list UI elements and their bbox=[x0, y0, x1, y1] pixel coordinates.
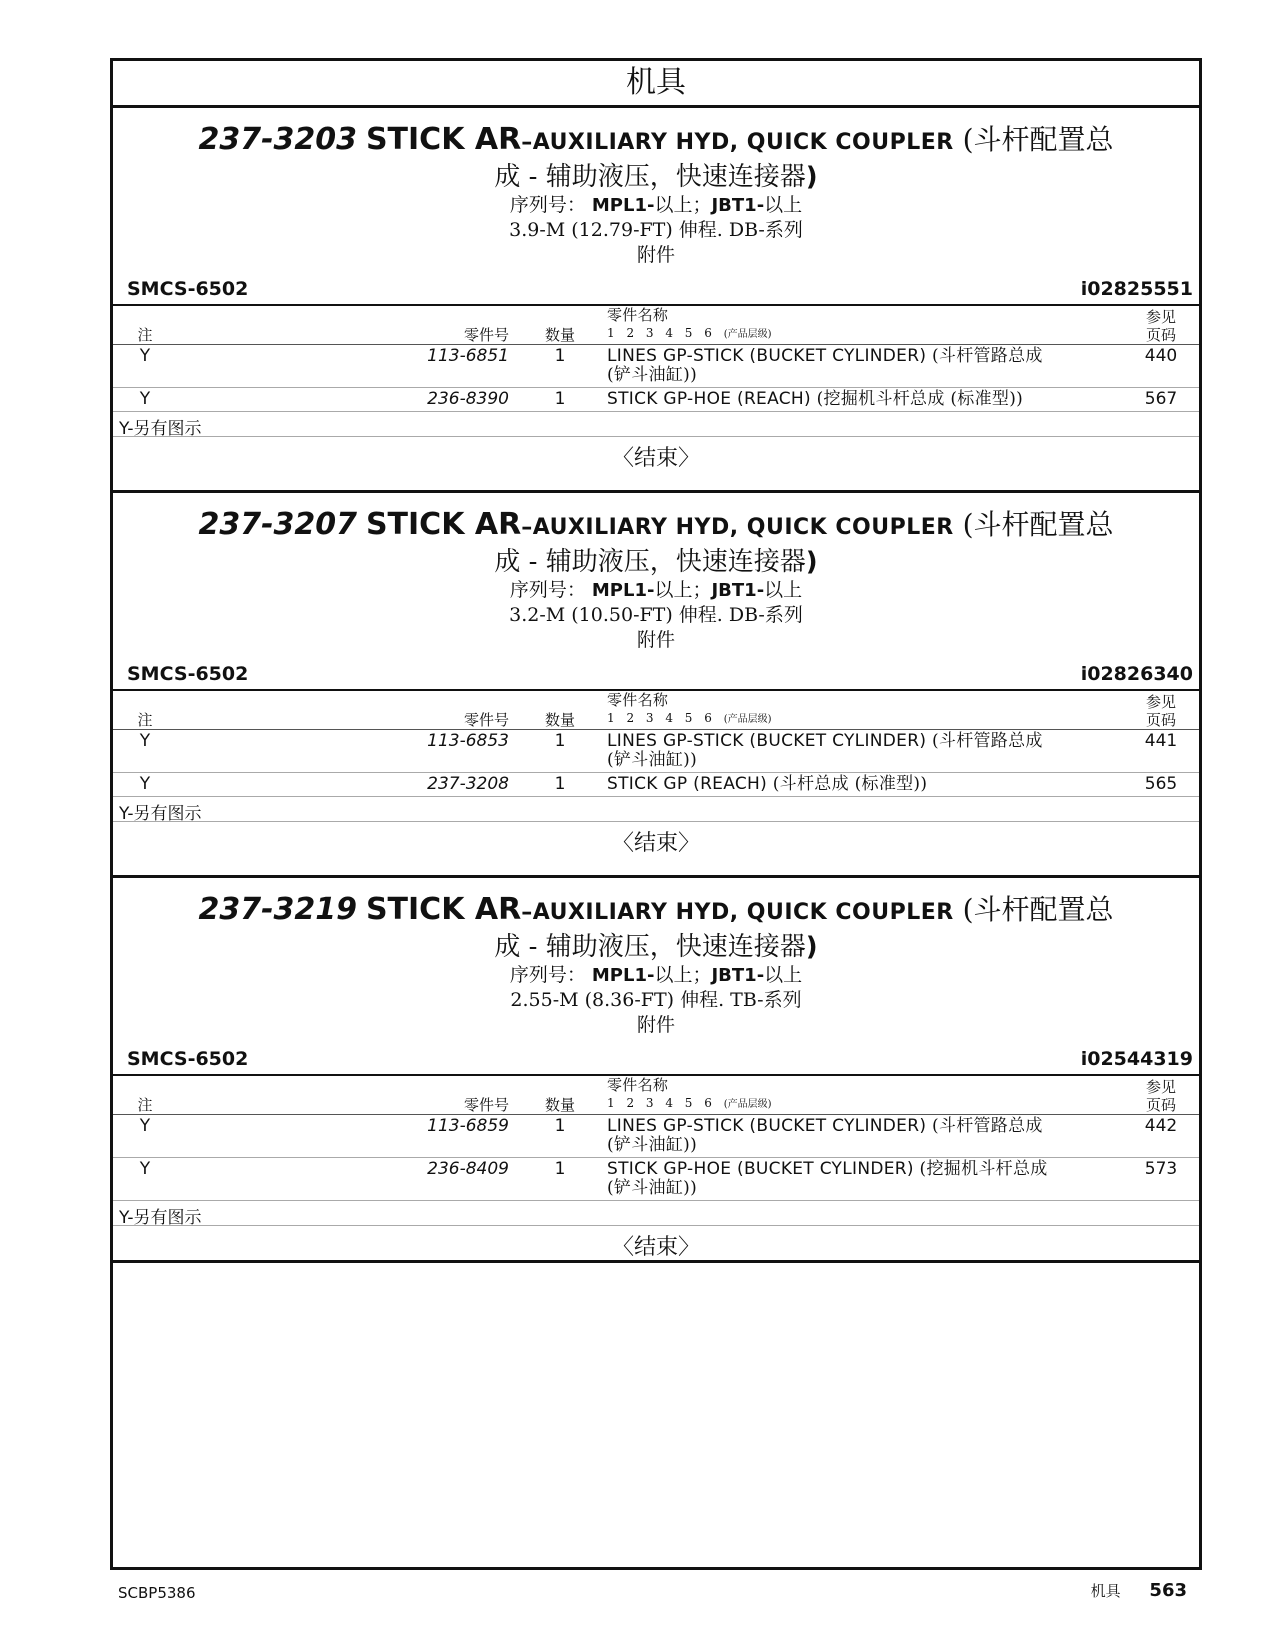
illustration-ref: i02544319 bbox=[1080, 1048, 1193, 1070]
row-part-name-cn-2: (铲斗油缸)) bbox=[607, 1135, 697, 1155]
reach-spec: 3.2-M (10.50-FT) 伸程. DB-系列 bbox=[509, 604, 803, 626]
row-page-ref: 567 bbox=[1144, 389, 1178, 409]
footnote bbox=[113, 412, 1199, 437]
footnote-code: Y- bbox=[119, 804, 134, 824]
illustration-ref: i02826340 bbox=[1080, 663, 1193, 685]
row-part-name-cn: (挖掘机斗杆总成 bbox=[919, 1159, 1048, 1179]
row-part-name-cn: (斗杆总成 (标准型)) bbox=[772, 774, 928, 794]
col-page-ref bbox=[1123, 305, 1199, 345]
section-part-number: 237-3219 bbox=[198, 892, 358, 927]
row-part-number: 113-6851 bbox=[427, 346, 509, 366]
col-name bbox=[597, 305, 1123, 345]
row-part-name bbox=[597, 1115, 1123, 1158]
col-note: 注 bbox=[137, 711, 153, 729]
footnote-text: 另有图示 bbox=[133, 804, 202, 824]
row-part-name bbox=[597, 730, 1123, 773]
row-quantity: 1 bbox=[554, 731, 566, 751]
illustration-ref: i02825551 bbox=[1080, 278, 1193, 300]
table-row bbox=[113, 730, 1199, 773]
col-page-ref-2: 页码 bbox=[1145, 711, 1176, 729]
table-row bbox=[113, 345, 1199, 388]
footnote-code: Y- bbox=[119, 1208, 134, 1228]
row-part-name-cn-2: (铲斗油缸)) bbox=[607, 365, 697, 385]
col-name-label: 零件名称 bbox=[607, 691, 669, 709]
section-title-line bbox=[113, 122, 1199, 161]
row-note: Y bbox=[139, 1116, 151, 1136]
col-page-ref-2: 页码 bbox=[1145, 1096, 1176, 1114]
footer-page-info bbox=[1091, 1580, 1187, 1601]
row-part-number: 236-8409 bbox=[427, 1159, 509, 1179]
row-part-number: 237-3208 bbox=[427, 774, 509, 794]
section-title-cn-2: 成 - 辅助液压，快速连接器 bbox=[494, 162, 806, 192]
row-part-number: 113-6853 bbox=[427, 731, 509, 751]
parts-table bbox=[113, 304, 1199, 412]
row-part-number: 236-8390 bbox=[427, 389, 509, 409]
row-part-name bbox=[597, 345, 1123, 388]
parts-table bbox=[113, 1074, 1199, 1201]
section-end-marker: 〈结束〉 bbox=[611, 1235, 700, 1260]
smcs-code: SMCS-6502 bbox=[127, 278, 249, 300]
section-meta bbox=[113, 276, 1199, 304]
col-name-levels-note: (产品层级) bbox=[723, 714, 772, 725]
section-part-name: STICK AR bbox=[365, 892, 522, 927]
section-title-block bbox=[113, 493, 1199, 653]
row-note: Y bbox=[139, 731, 151, 751]
footnote bbox=[113, 1201, 1199, 1226]
section-title-cn-1: (斗杆配置总 bbox=[962, 508, 1114, 541]
row-part-name-en: LINES GP-STICK (BUCKET CYLINDER) bbox=[607, 1116, 932, 1136]
row-quantity: 1 bbox=[554, 1159, 566, 1179]
table-row bbox=[113, 388, 1199, 412]
section-title-cn-1: (斗杆配置总 bbox=[962, 123, 1114, 156]
row-note: Y bbox=[139, 389, 151, 409]
section-title-cn-line: 成 - 辅助液压，快速连接器) bbox=[494, 162, 818, 192]
col-name bbox=[597, 690, 1123, 730]
section-part-desc: –AUXILIARY HYD, QUICK COUPLER bbox=[521, 130, 954, 155]
col-name bbox=[597, 1075, 1123, 1115]
col-name-levels-note: (产品层级) bbox=[723, 1099, 772, 1110]
footer-section-name: 机具 bbox=[1090, 1582, 1121, 1600]
section-title-cn-2: 成 - 辅助液压，快速连接器 bbox=[494, 547, 806, 577]
table-row bbox=[113, 773, 1199, 797]
row-part-number: 113-6859 bbox=[427, 1116, 509, 1136]
col-name-label: 零件名称 bbox=[607, 306, 669, 324]
table-row bbox=[113, 1115, 1199, 1158]
row-quantity: 1 bbox=[554, 774, 566, 794]
section-title-cn-line: 成 - 辅助液压，快速连接器) bbox=[494, 932, 818, 962]
section-title-block bbox=[113, 878, 1199, 1038]
col-name-label: 零件名称 bbox=[607, 1076, 669, 1094]
row-page-ref: 573 bbox=[1144, 1159, 1178, 1179]
footer-doc-code: SCBP5386 bbox=[118, 1584, 196, 1602]
row-page-ref: 442 bbox=[1144, 1116, 1178, 1136]
attachment-label: 附件 bbox=[636, 1014, 675, 1036]
smcs-code: SMCS-6502 bbox=[127, 1048, 249, 1070]
footnote-code: Y- bbox=[119, 419, 134, 439]
col-page-ref bbox=[1123, 1075, 1199, 1115]
col-part-no: 零件号 bbox=[463, 711, 509, 729]
table-header-row bbox=[113, 690, 1199, 730]
sections-container bbox=[113, 108, 1199, 1263]
col-page-ref-1: 参见 bbox=[1145, 308, 1176, 326]
col-page-ref-1: 参见 bbox=[1145, 693, 1176, 711]
section-title-cn-2: 成 - 辅助液压，快速连接器 bbox=[494, 932, 806, 962]
row-quantity: 1 bbox=[554, 389, 566, 409]
reach-spec: 2.55-M (8.36-FT) 伸程. TB-系列 bbox=[510, 989, 802, 1011]
section-part-number: 237-3203 bbox=[198, 122, 358, 157]
row-part-name-en: LINES GP-STICK (BUCKET CYLINDER) bbox=[607, 346, 932, 366]
serial-suffix-2: 以上 bbox=[764, 194, 803, 216]
footnote bbox=[113, 797, 1199, 822]
serial-range bbox=[113, 193, 1199, 218]
section-title-cn-line: 成 - 辅助液压，快速连接器) bbox=[494, 547, 818, 577]
row-part-name-cn: (斗杆管路总成 bbox=[931, 346, 1043, 366]
section-title-block bbox=[113, 108, 1199, 268]
section-title-line bbox=[113, 507, 1199, 546]
serial-label: 序列号： bbox=[509, 964, 586, 986]
row-part-name-cn: (挖掘机斗杆总成 (标准型)) bbox=[816, 389, 1024, 409]
section-part-number: 237-3207 bbox=[198, 507, 358, 542]
row-note: Y bbox=[139, 774, 151, 794]
table-row bbox=[113, 1158, 1199, 1201]
smcs-code: SMCS-6502 bbox=[127, 663, 249, 685]
attachment-label: 附件 bbox=[636, 244, 675, 266]
section-title-line bbox=[113, 892, 1199, 931]
footnote-text: 另有图示 bbox=[133, 419, 202, 439]
row-note: Y bbox=[139, 1159, 151, 1179]
col-page-ref-2: 页码 bbox=[1145, 326, 1176, 344]
row-part-name-en: STICK GP-HOE (BUCKET CYLINDER) bbox=[607, 1159, 920, 1179]
page-header: 机具 bbox=[113, 61, 1199, 108]
col-name-levels: 1 2 3 4 5 6 bbox=[607, 326, 716, 340]
serial-suffix-1: 以上； bbox=[654, 964, 712, 986]
serial-prefix-1: MPL1- bbox=[591, 580, 655, 601]
row-page-ref: 440 bbox=[1144, 346, 1178, 366]
col-note: 注 bbox=[137, 326, 153, 344]
row-part-name bbox=[597, 1158, 1123, 1201]
serial-suffix-2: 以上 bbox=[764, 579, 803, 601]
row-part-name-cn-2: (铲斗油缸)) bbox=[607, 1178, 697, 1198]
parts-table bbox=[113, 689, 1199, 797]
reach-spec: 3.9-M (12.79-FT) 伸程. DB-系列 bbox=[509, 219, 803, 241]
section-part-desc: –AUXILIARY HYD, QUICK COUPLER bbox=[521, 900, 954, 925]
row-page-ref: 565 bbox=[1144, 774, 1178, 794]
table-header-row bbox=[113, 305, 1199, 345]
serial-label: 序列号： bbox=[509, 579, 586, 601]
serial-prefix-2: JBT1- bbox=[711, 965, 765, 986]
row-part-name bbox=[597, 773, 1123, 797]
row-note: Y bbox=[139, 346, 151, 366]
row-part-name-en: STICK GP-HOE (REACH) bbox=[607, 389, 817, 409]
section-part-name: STICK AR bbox=[365, 122, 522, 157]
attachment-label: 附件 bbox=[636, 629, 675, 651]
col-name-levels: 1 2 3 4 5 6 bbox=[607, 1096, 716, 1110]
col-note: 注 bbox=[137, 1096, 153, 1114]
row-part-name-en: LINES GP-STICK (BUCKET CYLINDER) bbox=[607, 731, 932, 751]
section-part-name: STICK AR bbox=[365, 507, 522, 542]
row-part-name-cn-2: (铲斗油缸)) bbox=[607, 750, 697, 770]
serial-prefix-1: MPL1- bbox=[591, 965, 655, 986]
footnote-text: 另有图示 bbox=[133, 1208, 202, 1228]
serial-range bbox=[113, 578, 1199, 603]
col-qty: 数量 bbox=[544, 711, 575, 729]
section-title-cn-1: (斗杆配置总 bbox=[962, 893, 1114, 926]
table-header-row bbox=[113, 1075, 1199, 1115]
section-part-desc: –AUXILIARY HYD, QUICK COUPLER bbox=[521, 515, 954, 540]
section-end-marker: 〈结束〉 bbox=[611, 446, 700, 471]
serial-suffix-1: 以上； bbox=[654, 194, 712, 216]
row-page-ref: 441 bbox=[1144, 731, 1178, 751]
serial-prefix-1: MPL1- bbox=[591, 195, 655, 216]
col-name-levels-note: (产品层级) bbox=[723, 329, 772, 340]
section-end-marker: 〈结束〉 bbox=[611, 831, 700, 856]
col-name-levels: 1 2 3 4 5 6 bbox=[607, 711, 716, 725]
row-quantity: 1 bbox=[554, 346, 566, 366]
col-qty: 数量 bbox=[544, 326, 575, 344]
footer-page-number: 563 bbox=[1149, 1580, 1187, 1601]
col-part-no: 零件号 bbox=[463, 326, 509, 344]
section-meta bbox=[113, 661, 1199, 689]
serial-suffix-2: 以上 bbox=[764, 964, 803, 986]
row-part-name bbox=[597, 388, 1123, 412]
parts-section bbox=[113, 108, 1199, 493]
page-frame bbox=[110, 58, 1202, 1570]
parts-section bbox=[113, 878, 1199, 1263]
row-part-name-en: STICK GP (REACH) bbox=[607, 774, 773, 794]
parts-section bbox=[113, 493, 1199, 878]
serial-suffix-1: 以上； bbox=[654, 579, 712, 601]
serial-label: 序列号： bbox=[509, 194, 586, 216]
row-part-name-cn: (斗杆管路总成 bbox=[931, 731, 1043, 751]
serial-prefix-2: JBT1- bbox=[711, 580, 765, 601]
row-quantity: 1 bbox=[554, 1116, 566, 1136]
row-part-name-cn: (斗杆管路总成 bbox=[931, 1116, 1043, 1136]
serial-range bbox=[113, 963, 1199, 988]
col-page-ref-1: 参见 bbox=[1145, 1078, 1176, 1096]
col-page-ref bbox=[1123, 690, 1199, 730]
section-meta bbox=[113, 1046, 1199, 1074]
col-qty: 数量 bbox=[544, 1096, 575, 1114]
serial-prefix-2: JBT1- bbox=[711, 195, 765, 216]
col-part-no: 零件号 bbox=[463, 1096, 509, 1114]
